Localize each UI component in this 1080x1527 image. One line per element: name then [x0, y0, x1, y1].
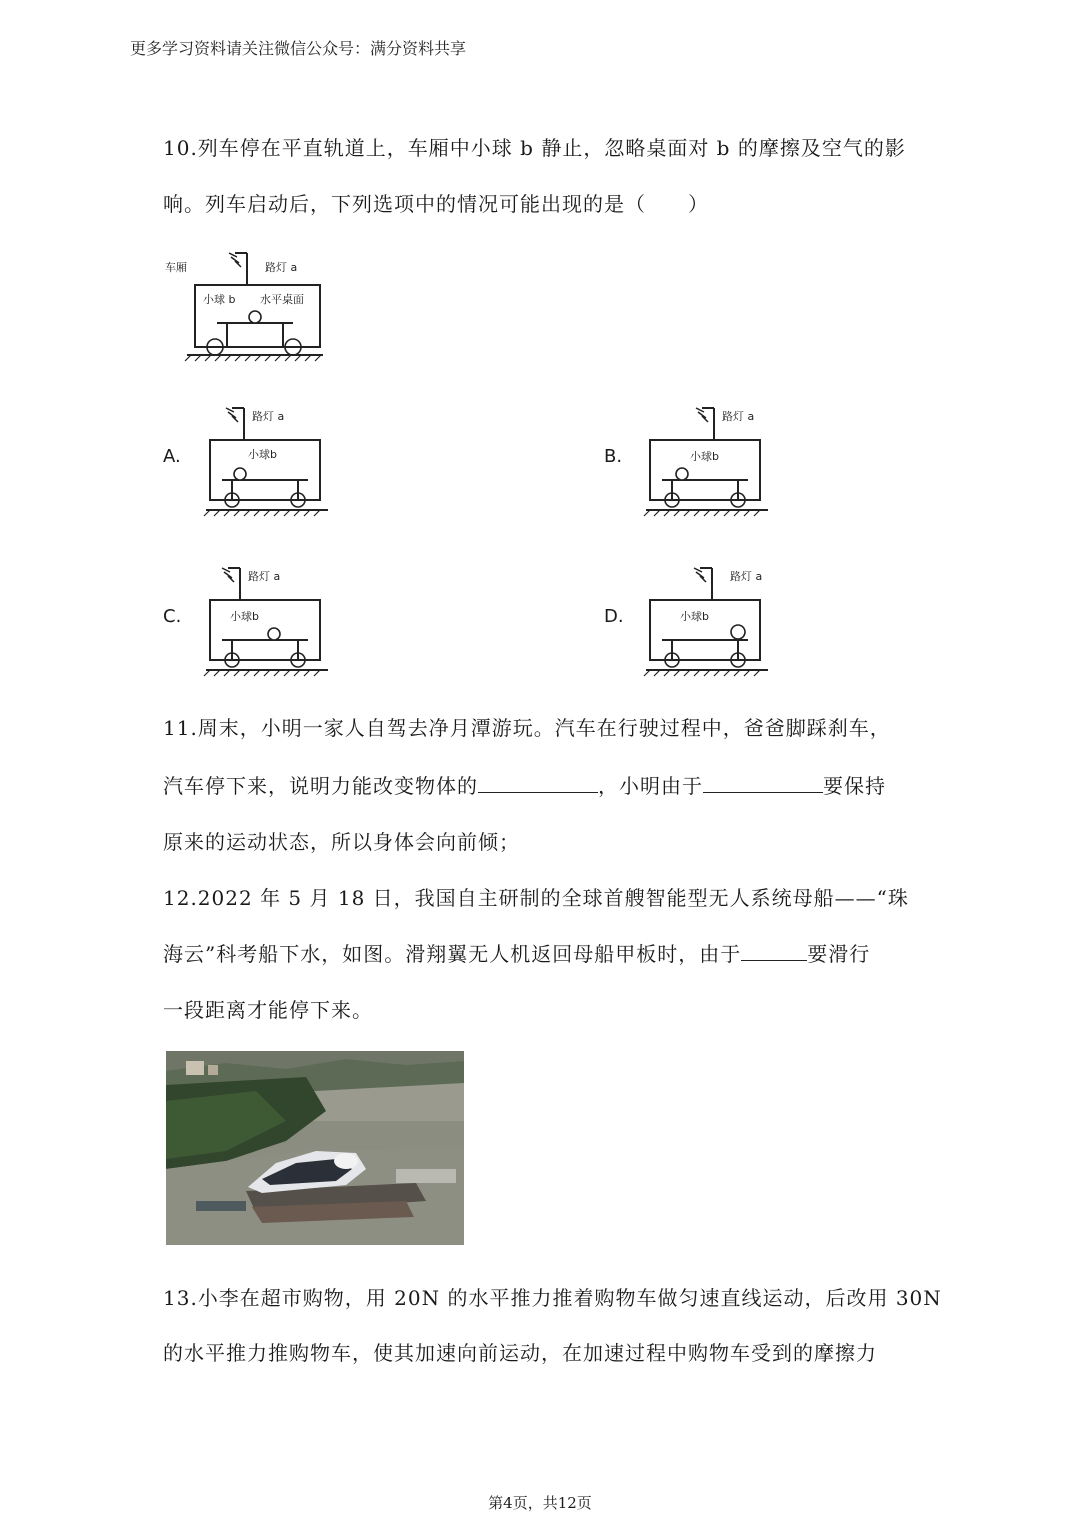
q11-blank-1[interactable] — [478, 774, 598, 793]
q11-line1: 11.周末，小明一家人自驾去净月潭游玩。汽车在行驶过程中，爸爸脚踩刹车， — [163, 716, 891, 740]
q13-line1: 13.小李在超市购物，用 20N 的水平推力推着购物车做匀速直线运动，后改用 30N — [163, 1286, 942, 1310]
page-header: 更多学习资料请关注微信公众号：满分资料共享 — [130, 39, 467, 58]
q11-line2 — [163, 770, 886, 799]
table-label: 水平桌面 — [260, 293, 304, 306]
lamp-label: 路灯 a — [265, 261, 298, 274]
option-a-letter: A. — [163, 446, 181, 467]
q13-line2: 的水平推力推购物车，使其加速向前运动，在加速过程中购物车受到的摩擦力 — [163, 1341, 877, 1365]
option-c-lamp: 路灯 a — [248, 570, 281, 583]
option-a-figure — [200, 400, 330, 520]
option-a-ball: 小球b — [248, 448, 277, 461]
ball-label: 小球 b — [203, 293, 236, 306]
q11-blank-2[interactable] — [703, 774, 823, 793]
q12-line3: 一段距离才能停下来。 — [163, 998, 373, 1022]
option-c-letter: C. — [163, 606, 182, 627]
option-d-figure — [640, 558, 770, 678]
option-b-figure — [640, 400, 770, 520]
option-a-lamp: 路灯 a — [252, 410, 285, 423]
q10-main-figure — [165, 245, 325, 365]
option-d-ball: 小球b — [680, 610, 709, 623]
carriage-label: 车厢 — [165, 261, 187, 274]
q11-line2-b: ，小明由于 — [598, 774, 703, 798]
q12-blank[interactable] — [741, 942, 807, 961]
q12-line2-a: 海云”科考船下水，如图。滑翔翼无人机返回母船甲板时，由于 — [163, 942, 742, 966]
q10-line1: 10.列车停在平直轨道上，车厢中小球 b 静止，忽略桌面对 b 的摩擦及空气的影 — [163, 136, 906, 160]
option-c-ball: 小球b — [230, 610, 259, 623]
option-c-figure — [200, 558, 330, 678]
option-d-letter: D. — [604, 606, 624, 627]
option-b-lamp: 路灯 a — [722, 410, 755, 423]
option-b-letter: B. — [604, 446, 623, 467]
q12-line2-b: 要滑行 — [807, 942, 871, 966]
option-d-lamp: 路灯 a — [730, 570, 763, 583]
q11-line3: 原来的运动状态，所以身体会向前倾； — [163, 830, 520, 854]
page-footer: 第4页，共12页 — [488, 1494, 592, 1512]
q11-line2-c: 要保持 — [823, 774, 886, 798]
option-b-ball: 小球b — [690, 450, 719, 463]
q10-line2: 响。列车启动后，下列选项中的情况可能出现的是（ ） — [163, 192, 709, 216]
ship-photo — [166, 1051, 464, 1245]
q12-line2 — [163, 938, 870, 967]
q12-line1: 12.2022 年 5 月 18 日，我国自主研制的全球首艘智能型无人系统母船——“珠 — [163, 886, 909, 910]
q11-line2-a: 汽车停下来，说明力能改变物体的 — [163, 774, 478, 798]
